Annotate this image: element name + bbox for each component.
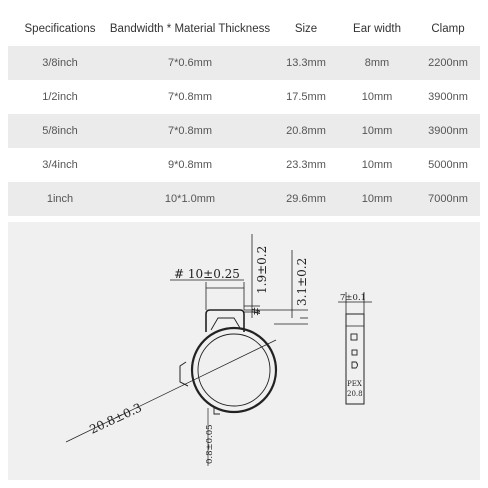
- cell-clamp: 7000nm: [428, 193, 468, 205]
- technical-drawing-panel: [8, 222, 480, 480]
- header-clamp: Clamp: [431, 23, 465, 35]
- header-bandwidth: Bandwidth * Material Thickness: [109, 23, 271, 35]
- table-row: [8, 114, 480, 148]
- cell-ear-width: 10mm: [361, 125, 393, 137]
- header-size: Size: [294, 23, 318, 35]
- cell-ear-width: 10mm: [361, 91, 393, 103]
- cell-ear-width: 10mm: [361, 193, 393, 205]
- cell-specification: 3/4inch: [42, 159, 78, 171]
- cell-clamp: 5000nm: [428, 159, 468, 171]
- cell-specification: 5/8inch: [42, 125, 78, 137]
- ear-height-dimension: 1.9±0.2: [255, 245, 269, 294]
- ear-marker: #: [250, 306, 263, 316]
- table-row: [8, 148, 480, 182]
- cell-ear-width: 10mm: [361, 159, 393, 171]
- spec-table: [8, 12, 480, 216]
- clamp-ring-inner: [198, 334, 270, 406]
- thickness-dimension: 0.8±0.05: [205, 424, 215, 464]
- clamp-ring-outer: [192, 328, 276, 412]
- table-header-row: [8, 12, 480, 46]
- cell-size: 20.8mm: [286, 125, 326, 137]
- cell-size: 29.6mm: [286, 193, 326, 205]
- cell-size: 23.3mm: [286, 159, 326, 171]
- cell-bandwidth: 9*0.8mm: [167, 159, 213, 171]
- cell-specification: 1inch: [46, 193, 74, 205]
- cell-specification: 1/2inch: [42, 91, 78, 103]
- band-width-dimension: 7±0.1: [340, 293, 367, 303]
- table-row: [8, 80, 480, 114]
- cell-bandwidth: 7*0.8mm: [167, 91, 213, 103]
- ear-offset-dimension: 3.1±0.2: [295, 257, 309, 306]
- cell-specification: 3/8inch: [42, 57, 78, 69]
- cell-size: 13.3mm: [286, 57, 326, 69]
- cell-clamp: 3900nm: [428, 125, 468, 137]
- header-ear-width: Ear width: [353, 23, 401, 35]
- cell-clamp: 3900nm: [428, 91, 468, 103]
- band-mark-pex: PEX: [347, 380, 362, 388]
- cell-bandwidth: 7*0.8mm: [167, 125, 213, 137]
- ear-width-dimension: # 10±0.25: [174, 267, 240, 281]
- table-row: [8, 46, 480, 80]
- cell-bandwidth: 7*0.6mm: [167, 57, 213, 69]
- diameter-dimension: 20.8±0.3: [87, 400, 144, 437]
- table-row: [8, 182, 480, 216]
- cell-clamp: 2200nm: [428, 57, 468, 69]
- header-specifications: Specifications: [24, 23, 96, 35]
- cell-size: 17.5mm: [286, 91, 326, 103]
- cell-ear-width: 8mm: [364, 57, 390, 69]
- cell-bandwidth: 10*1.0mm: [164, 193, 216, 205]
- band-mark-size: 20.8: [347, 390, 363, 398]
- clamp-technical-drawing: [8, 222, 480, 480]
